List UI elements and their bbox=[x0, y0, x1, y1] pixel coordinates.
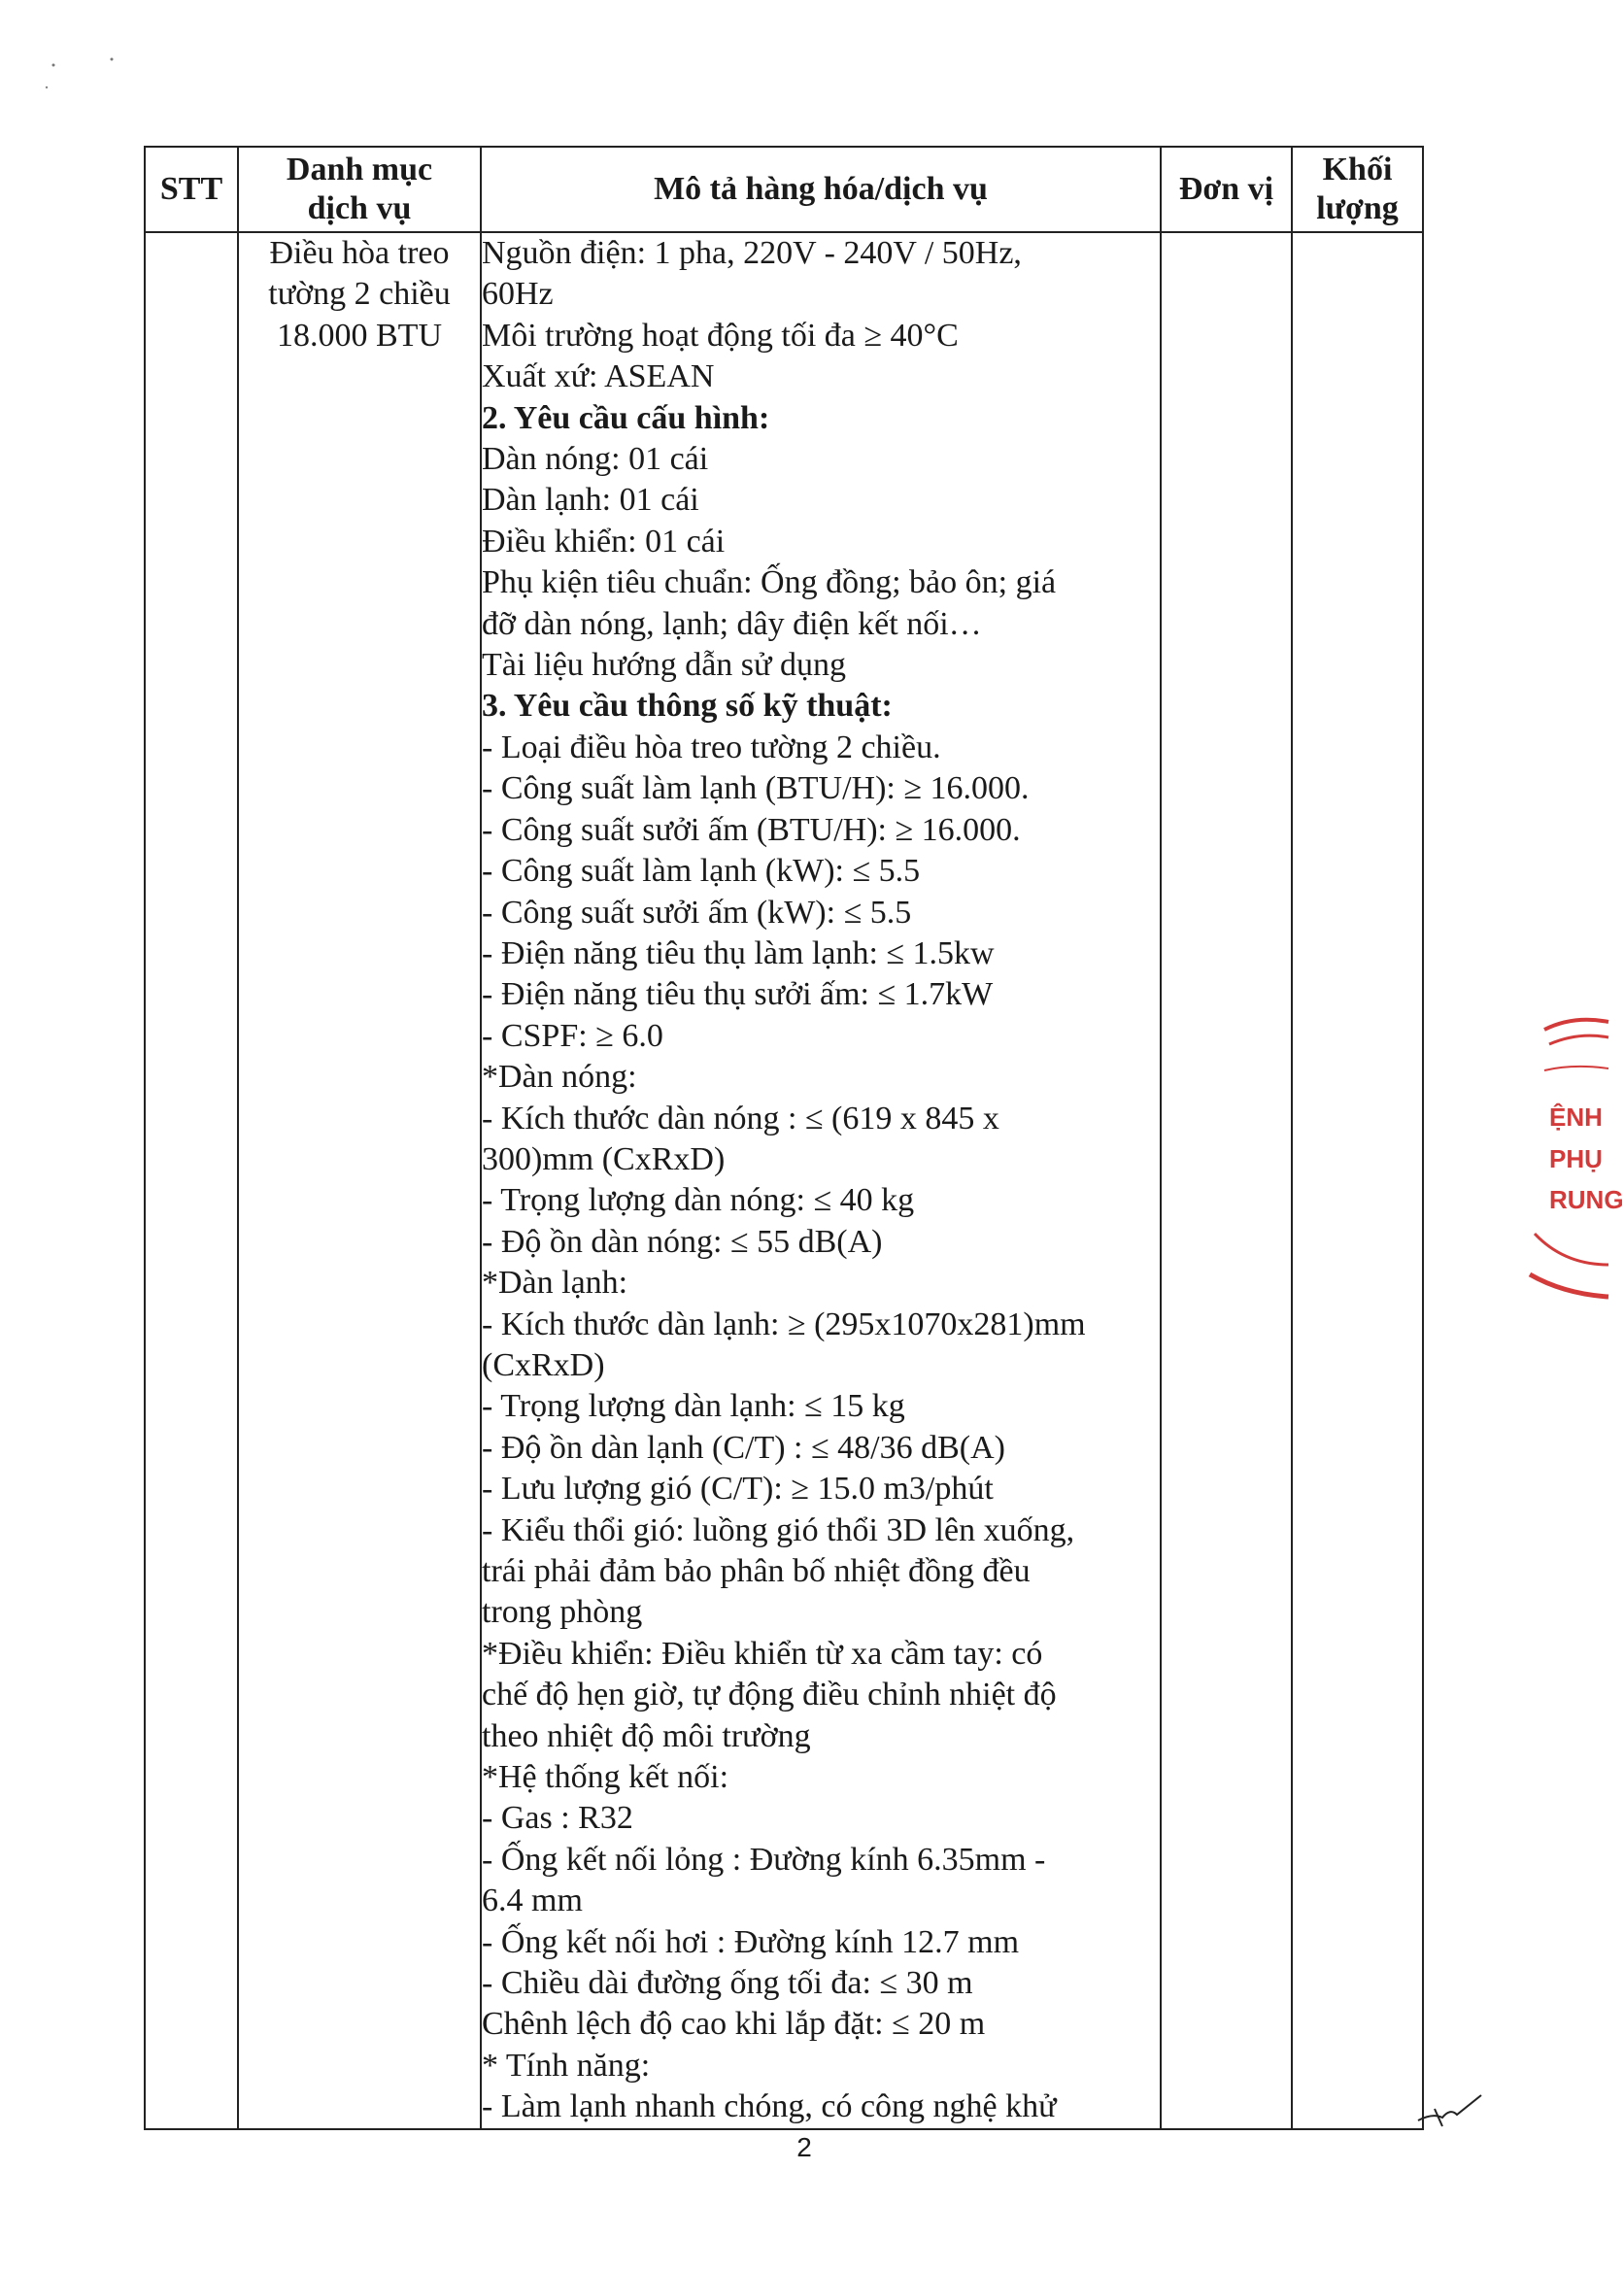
stamp-text-line3: RUNG bbox=[1549, 1185, 1624, 1214]
description-line: - CSPF: ≥ 6.0 bbox=[482, 1017, 663, 1054]
description-line: - Kích thước dàn lạnh: ≥ (295x1070x281)mm bbox=[482, 1306, 1086, 1342]
description-line: * Tính năng: bbox=[482, 2047, 651, 2084]
description-line: - Công suất làm lạnh (kW): ≤ 5.5 bbox=[482, 853, 921, 890]
description-line: - Gas : R32 bbox=[482, 1800, 633, 1837]
description-line: chế độ hẹn giờ, tự động điều chỉnh nhiệt độ bbox=[482, 1677, 1057, 1713]
description-line: Điều khiển: 01 cái bbox=[482, 523, 726, 560]
description-line: - Công suất sưởi ấm (BTU/H): ≥ 16.000. bbox=[482, 811, 1021, 848]
service-line: 18.000 BTU bbox=[277, 317, 442, 354]
description-line: - Kiểu thổi gió: luồng gió thổi 3D lên xuống, bbox=[482, 1511, 1075, 1548]
header-service-line1: Danh mục bbox=[286, 152, 433, 187]
description-line: Phụ kiện tiêu chuẩn: Ống đồng; bảo ôn; giá bbox=[482, 564, 1057, 601]
description-line: - Lưu lượng gió (C/T): ≥ 15.0 m3/phút bbox=[482, 1471, 994, 1508]
cell-stt bbox=[145, 232, 238, 2129]
header-stt: STT bbox=[145, 147, 238, 232]
description-line: 2. Yêu cầu cấu hình: bbox=[482, 399, 770, 436]
header-quantity-line1: Khối bbox=[1322, 152, 1393, 187]
description-line: - Ống kết nối hơi : Đường kính 12.7 mm bbox=[482, 1923, 1020, 1960]
description-line: đỡ dàn nóng, lạnh; dây điện kết nối… bbox=[482, 605, 982, 642]
stamp-text-line1: ỆNH bbox=[1549, 1102, 1603, 1132]
description-line: *Dàn nóng: bbox=[482, 1059, 637, 1096]
description-line: - Trọng lượng dàn nóng: ≤ 40 kg bbox=[482, 1182, 915, 1219]
header-description: Mô tả hàng hóa/dịch vụ bbox=[481, 147, 1161, 232]
description-line: trái phải đảm bảo phân bố nhiệt đồng đều bbox=[482, 1553, 1031, 1589]
cell-unit bbox=[1161, 232, 1292, 2129]
description-line: trong phòng bbox=[482, 1594, 643, 1631]
header-service bbox=[238, 147, 481, 232]
cell-description bbox=[481, 232, 1161, 2129]
description-line: Tài liệu hướng dẫn sử dụng bbox=[482, 647, 846, 684]
description-line: - Ống kết nối lỏng : Đường kính 6.35mm - bbox=[482, 1841, 1046, 1878]
description-line: theo nhiệt độ môi trường bbox=[482, 1717, 811, 1754]
description-line: Chênh lệch độ cao khi lắp đặt: ≤ 20 m bbox=[482, 2006, 986, 2043]
service-line: tường 2 chiều bbox=[268, 276, 451, 313]
header-row bbox=[145, 147, 1423, 232]
table-row bbox=[145, 232, 1423, 2129]
description-line: 60Hz bbox=[482, 276, 554, 313]
description-line: - Kích thước dàn nóng : ≤ (619 x 845 x bbox=[482, 1100, 999, 1136]
description-line: - Độ ồn dàn lạnh (C/T) : ≤ 48/36 dB(A) bbox=[482, 1429, 1005, 1466]
stamp-text-line2: PHỤ bbox=[1549, 1144, 1603, 1173]
description-line: - Độ ồn dàn nóng: ≤ 55 dB(A) bbox=[482, 1223, 883, 1260]
description-line: Môi trường hoạt động tối đa ≥ 40°C bbox=[482, 317, 959, 354]
description-line: Nguồn điện: 1 pha, 220V - 240V / 50Hz, bbox=[482, 235, 1022, 271]
description-line: - Làm lạnh nhanh chóng, có công nghệ khử bbox=[482, 2088, 1057, 2125]
description-line: Dàn lạnh: 01 cái bbox=[482, 482, 699, 519]
header-unit: Đơn vị bbox=[1161, 147, 1292, 232]
signature-initials bbox=[1413, 2084, 1491, 2132]
cell-service bbox=[238, 232, 481, 2129]
description-line: 300)mm (CxRxD) bbox=[482, 1140, 726, 1177]
description-line: 6.4 mm bbox=[482, 1882, 583, 1919]
specification-table bbox=[144, 146, 1424, 2130]
header-service-line2: dịch vụ bbox=[307, 190, 412, 226]
page-number: 2 bbox=[796, 2132, 812, 2162]
description-line: - Chiều dài đường ống tối đa: ≤ 30 m bbox=[482, 1965, 973, 2002]
header-quantity-line2: lượng bbox=[1316, 190, 1399, 226]
description-line: - Công suất sưởi ấm (kW): ≤ 5.5 bbox=[482, 894, 912, 931]
description-line: 3. Yêu cầu thông số kỹ thuật: bbox=[482, 688, 893, 725]
service-line: Điều hòa treo bbox=[269, 235, 450, 271]
description-line: *Hệ thống kết nối: bbox=[482, 1759, 729, 1796]
description-line: (CxRxD) bbox=[482, 1346, 605, 1383]
description-line: *Điều khiển: Điều khiển từ xa cầm tay: có bbox=[482, 1635, 1043, 1672]
description-line: *Dàn lạnh: bbox=[482, 1265, 628, 1302]
scan-specks bbox=[39, 53, 136, 112]
description-line: - Điện năng tiêu thụ làm lạnh: ≤ 1.5kw bbox=[482, 934, 995, 971]
cell-quantity bbox=[1292, 232, 1423, 2129]
description-line: - Công suất làm lạnh (BTU/H): ≥ 16.000. bbox=[482, 770, 1030, 807]
description-line: - Trọng lượng dàn lạnh: ≤ 15 kg bbox=[482, 1388, 905, 1425]
description-line: Dàn nóng: 01 cái bbox=[482, 441, 709, 478]
description-line: - Điện năng tiêu thụ sưởi ấm: ≤ 1.7kW bbox=[482, 976, 994, 1013]
description-line: Xuất xứ: ASEAN bbox=[482, 358, 715, 395]
header-quantity bbox=[1292, 147, 1423, 232]
description-line: - Loại điều hòa treo tường 2 chiều. bbox=[482, 729, 941, 765]
